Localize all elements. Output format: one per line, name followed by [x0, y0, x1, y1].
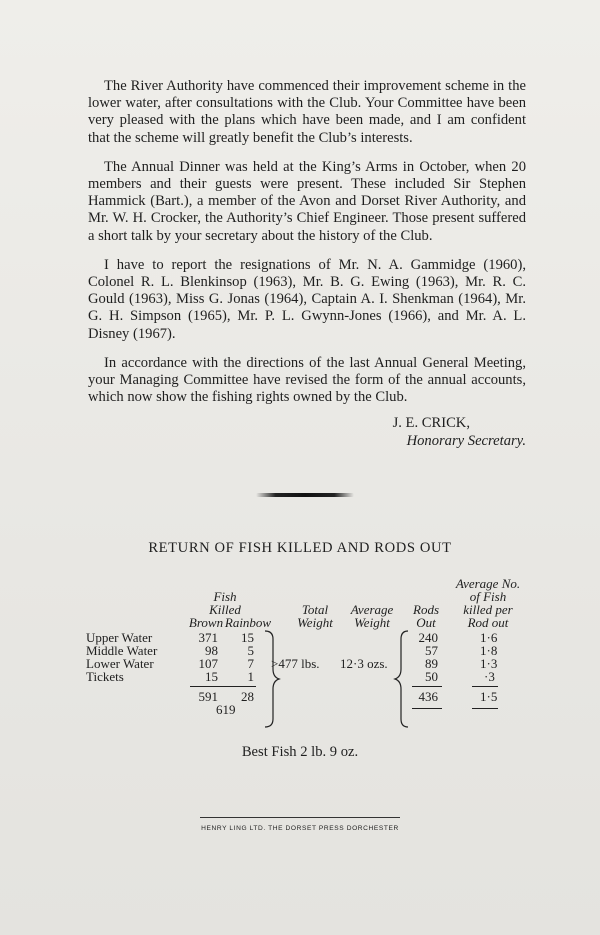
brown-lower: 107 — [198, 656, 218, 671]
average-weight-value: 12·3 ozs. — [340, 656, 388, 671]
report-body — [88, 78, 526, 418]
header-rods-out: Out — [416, 615, 436, 630]
row-label-upper-water: Upper Water — [86, 630, 153, 645]
brown-upper: 371 — [198, 630, 218, 645]
brown-middle: 98 — [205, 643, 218, 658]
header-average-weight: Weight — [354, 615, 390, 630]
signatory-title: Honorary Secretary. — [406, 433, 526, 449]
signatory-name: J. E. CRICK, — [392, 415, 470, 431]
combined-total: 619 — [216, 702, 236, 717]
fish-total-rule — [190, 686, 256, 687]
rods-double-rule — [412, 708, 442, 709]
avg-lower: 1·3 — [480, 656, 498, 671]
printer-imprint: HENRY LING LTD. THE DORSET PRESS DORCHESTER — [201, 825, 399, 832]
avg-middle: 1·8 — [480, 643, 498, 658]
row-label-middle-water: Middle Water — [86, 643, 158, 658]
best-fish: Best Fish 2 lb. 9 oz. — [241, 744, 359, 760]
paragraph-annual-dinner: The Annual Dinner was held at the King’s Arms in October, when 20 members and their guests were present. These included Sir Stephen Hammick (Bart.), a member of the Avon and Dorset River Authority, and Mr. W. H. Crocker, the Authority’s Chief Engineer. Those present suffered a short talk by your secretary about the history of the Club. — [88, 158, 526, 244]
header-average-no: Average No. — [455, 576, 521, 591]
rainbow-lower: 7 — [247, 656, 254, 671]
rods-tickets: 50 — [425, 669, 438, 684]
header-of-fish: of Fish — [469, 589, 507, 604]
paragraph-river-authority: The River Authority have commenced their improvement scheme in the lower water, after consultations with the Club. Your Committee have been very pleased with the plans which have been made, and I am confident that the scheme will greatly benefit the Club’s interests. — [88, 78, 526, 146]
header-rods: Rods — [413, 602, 439, 617]
rods-total: 436 — [418, 689, 438, 704]
paragraph-resignations: I have to report the resignations of Mr. N. A. Gammidge (1960), Colonel R. L. Blenkinsop (1963), Mr. B. G. Ewing (1963), Mr. R. C. Gould (1963), Miss G. Jonas (1964), Captain A. I. Shenkman (1964), Mr. G. H. Simpson (1965), Mr. P. L. Gwynn-Jones (1966), and Mr. A. L. Disney (1967). — [88, 256, 526, 342]
printer-rule — [200, 817, 400, 818]
row-label-lower-water: Lower Water — [86, 656, 154, 671]
rods-upper: 240 — [418, 630, 438, 645]
paragraph-accounts: In accordance with the directions of the last Annual General Meeting, your Managing Committee have revised the form of the annual accounts, which now show the fishing rights owned by the Club. — [88, 354, 526, 406]
rods-total-rule — [412, 686, 442, 687]
header-killed-per: killed per — [463, 602, 513, 617]
header-total: Total — [301, 602, 329, 617]
rods-lower: 89 — [425, 656, 438, 671]
header-killed: Killed — [209, 602, 241, 617]
avg-total-rule — [472, 686, 498, 687]
brown-total: 591 — [198, 689, 218, 704]
total-weight-value: >477 lbs. — [271, 656, 320, 671]
avg-double-rule — [472, 708, 498, 709]
header-fish: Fish — [213, 589, 237, 604]
table-title: RETURN OF FISH KILLED AND RODS OUT — [148, 540, 452, 556]
section-divider — [256, 493, 354, 497]
row-label-tickets: Tickets — [86, 669, 124, 684]
rods-middle: 57 — [425, 643, 438, 658]
rainbow-total: 28 — [241, 689, 254, 704]
avg-upper: 1·6 — [480, 630, 498, 645]
avg-tickets: ·3 — [484, 669, 495, 684]
brown-tickets: 15 — [205, 669, 218, 684]
right-brace — [262, 629, 284, 729]
rainbow-upper: 15 — [241, 630, 254, 645]
avg-total: 1·5 — [480, 689, 498, 704]
header-brown: Brown — [188, 615, 224, 630]
header-total-weight: Weight — [297, 615, 333, 630]
header-rainbow: Rainbow — [224, 615, 272, 630]
header-average: Average — [350, 602, 394, 617]
header-rod-out: Rod out — [467, 615, 509, 630]
rainbow-middle: 5 — [247, 643, 254, 658]
rainbow-tickets: 1 — [247, 669, 254, 684]
